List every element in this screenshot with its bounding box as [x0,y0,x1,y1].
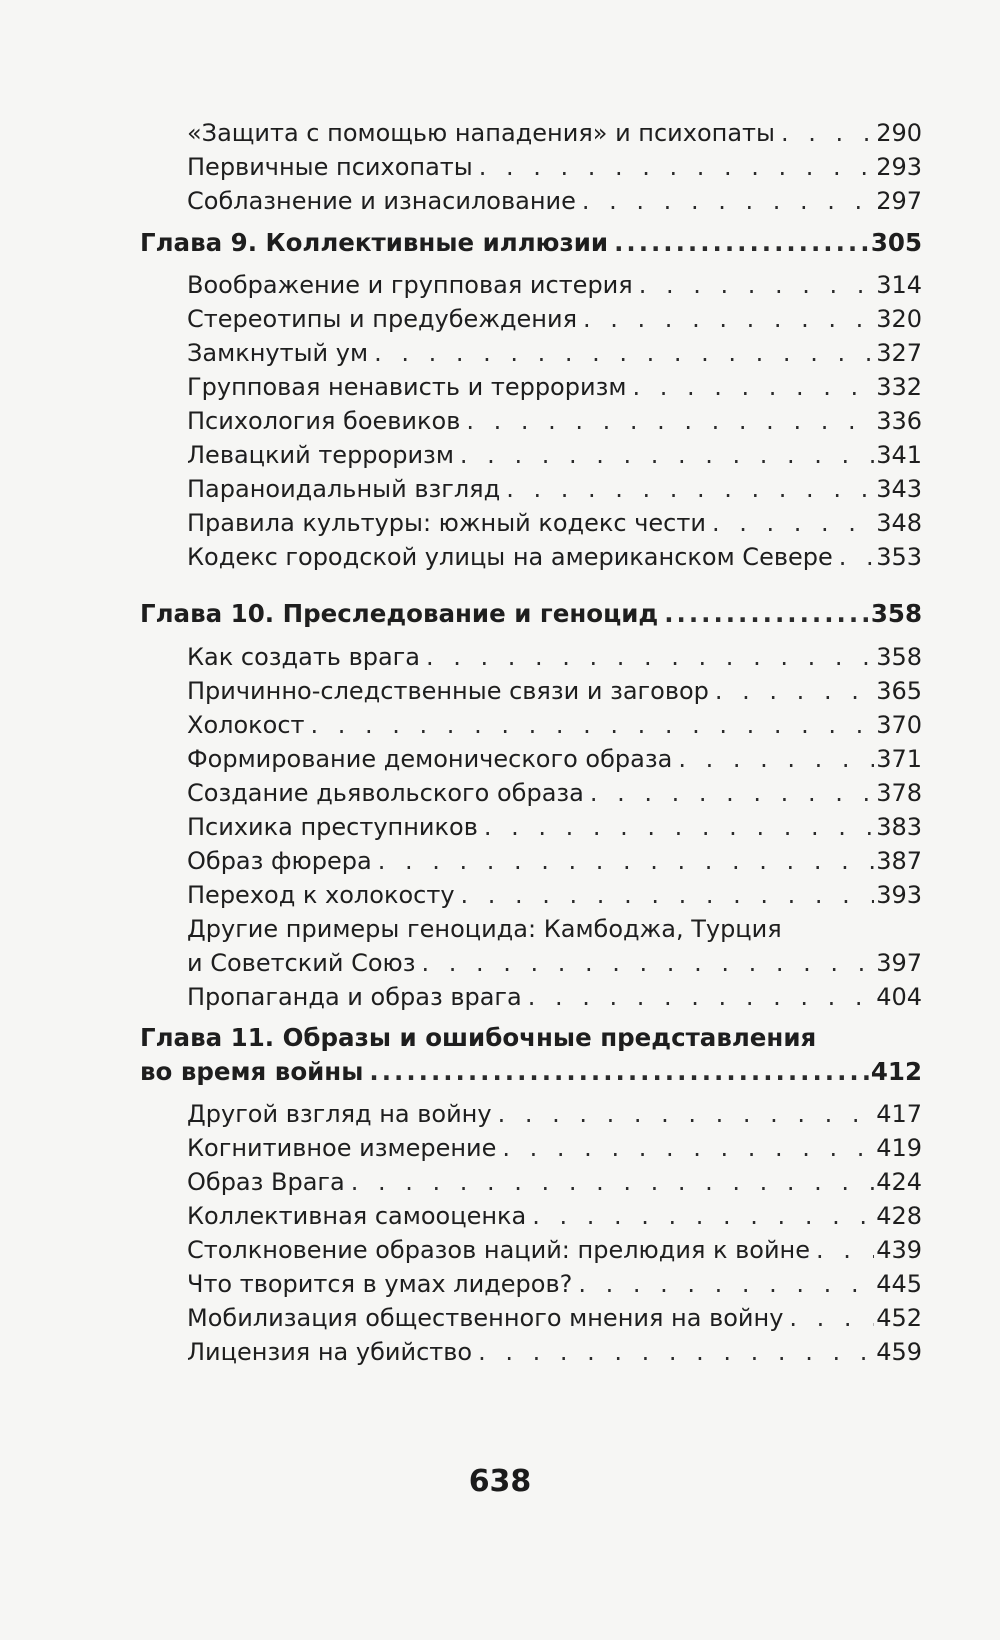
toc-entry-title: Как создать врага [187,643,420,671]
toc-entry-title: Кодекс городской улицы на американском Севере [187,543,833,571]
chapter-title: Глава 10. Преследование и геноцид [140,599,659,628]
dot-leader [461,878,875,912]
toc-entry-title: Создание дьявольского образа [187,779,584,807]
dot-leader [479,150,874,184]
page-number: 638 [468,1464,532,1499]
dot-leader [816,1233,874,1267]
toc-entry-page: 459 [876,1338,922,1366]
dot-leader [374,336,874,370]
toc-entry-title-line2: и Советский Союз [187,949,416,977]
dot-leader [678,742,874,776]
toc-entry-page: 387 [876,847,922,875]
toc-entry [187,776,922,810]
chapter-page: 305 [870,228,922,257]
toc-entry-page: 419 [876,1134,922,1162]
toc-entry-page: 343 [876,475,922,503]
toc-entry-page: 424 [876,1168,922,1196]
toc-entry-title: Стереотипы и предубеждения [187,305,578,333]
toc-entry-page: 445 [876,1270,922,1298]
dot-leader [426,640,874,674]
dot-leader [528,980,874,1014]
toc-entry-page: 378 [876,779,922,807]
toc-entry-title: Переход к холокосту [187,881,455,909]
toc-entry [187,1097,922,1131]
toc-entry-page: 332 [876,373,922,401]
toc-entry-title: Столкновение образов наций: прелюдия к войне [187,1236,811,1264]
dot-leader [614,226,869,260]
dot-leader [664,597,869,631]
toc-entry-page: 371 [876,745,922,773]
toc-entry-page: 348 [876,509,922,537]
dot-leader [583,302,874,336]
toc-entry-page: 353 [876,543,922,571]
toc-entry-page: 327 [876,339,922,367]
toc-entry [187,1165,922,1199]
toc-entry [187,878,922,912]
toc-entry-page: 439 [876,1236,922,1264]
toc-entry-title: Правила культуры: южный кодекс чести [187,509,706,537]
dot-leader [351,1165,874,1199]
dot-leader [502,1131,874,1165]
toc-entry-page: 336 [876,407,922,435]
toc-entry [187,1267,922,1301]
toc-entry-page: 393 [876,881,922,909]
toc-entry-page: 297 [876,187,922,215]
toc-entry-page: 397 [876,949,922,977]
chapter-title-line2: во время войны [140,1057,364,1086]
toc-entry [187,438,922,472]
toc-entry-page: 320 [876,305,922,333]
toc-chapter-9 [140,226,922,260]
toc-entry [187,184,922,218]
toc-entry [187,302,922,336]
toc-entry-title: Когнитивное измерение [187,1134,497,1162]
toc-entry-title: Формирование демонического образа [187,745,673,773]
toc-entry-title: Пропаганда и образ врага [187,983,522,1011]
toc-entry [187,946,922,980]
chapter-title: Глава 9. Коллективные иллюзии [140,228,609,257]
dot-leader [460,438,874,472]
toc-entry-title: Образ фюрера [187,847,372,875]
dot-leader [839,540,874,574]
toc-entry-title: Мобилизация общественного мнения на войну [187,1304,784,1332]
toc-entry-page: 314 [876,271,922,299]
toc-entry [187,742,922,776]
toc-entry-title: Групповая ненависть и терроризм [187,373,627,401]
dot-leader [478,1335,874,1369]
toc-entry [187,1301,922,1335]
dot-leader [632,370,874,404]
dot-leader [498,1097,875,1131]
toc-entry-page: 358 [876,643,922,671]
toc-entry-page: 293 [876,153,922,181]
toc-entry-page: 365 [876,677,922,705]
toc-entry [187,674,922,708]
dot-leader [712,506,874,540]
toc-entry [187,1335,922,1369]
chapter-title-line1: Глава 11. Образы и ошибочные представления [140,1023,817,1052]
toc-entry-title: Левацкий терроризм [187,441,454,469]
toc-entry [187,370,922,404]
toc-entry-title: Лицензия на убийство [187,1338,473,1366]
toc-entry-title-line1: Другие примеры геноцида: Камбоджа, Турция [187,915,782,943]
toc-entry-title: Психика преступников [187,813,478,841]
toc-entry [187,980,922,1014]
toc-entry-title: Первичные психопаты [187,153,473,181]
toc-entry [187,506,922,540]
dot-leader [789,1301,874,1335]
toc-entry-page: 404 [876,983,922,1011]
toc-entry [187,404,922,438]
toc-entry-page: 290 [876,119,922,147]
dot-leader [781,116,874,150]
toc-entry-page: 428 [876,1202,922,1230]
dot-leader [590,776,874,810]
dot-leader [378,844,875,878]
toc-entry-title: Воображение и групповая истерия [187,271,633,299]
toc-entry [187,268,922,302]
chapter-page: 358 [870,599,922,628]
toc-entry-title: Психология боевиков [187,407,461,435]
toc-chapter-10 [140,597,922,631]
toc-entry-page: 341 [876,441,922,469]
toc-entry-title: Параноидальный взгляд [187,475,501,503]
toc-entry-title: Холокост [187,711,305,739]
toc-entry [187,1199,922,1233]
toc-entry-title: «Защита с помощью нападения» и психопаты [187,119,775,147]
toc-entry-page: 370 [876,711,922,739]
toc-entry [187,708,922,742]
toc-entry [187,810,922,844]
toc-entry-page: 417 [876,1100,922,1128]
toc-entry [187,640,922,674]
toc-entry [187,844,922,878]
dot-leader [532,1199,874,1233]
dot-leader [715,674,874,708]
toc-entry-title: Замкнутый ум [187,339,369,367]
toc-entry [187,472,922,506]
dot-leader [582,184,874,218]
toc-entry [187,1131,922,1165]
toc-entry [187,116,922,150]
toc-entry-title: Образ Врага [187,1168,345,1196]
toc-entry-page: 452 [876,1304,922,1332]
toc-entry [187,1233,922,1267]
toc-entry-title: Коллективная самооценка [187,1202,527,1230]
chapter-page: 412 [870,1057,922,1086]
dot-leader [421,946,874,980]
dot-leader [466,404,874,438]
dot-leader [311,708,875,742]
toc-entry [187,150,922,184]
dot-leader [484,810,874,844]
toc-entry [187,336,922,370]
dot-leader [639,268,874,302]
toc-entry-title: Что творится в умах лидеров? [187,1270,573,1298]
toc-entry-title: Причинно-следственные связи и заговор [187,677,709,705]
dot-leader [369,1055,868,1089]
toc-entry [187,540,922,574]
toc-chapter-11 [140,1055,922,1089]
toc-entry-title: Соблазнение и изнасилование [187,187,576,215]
toc-entry-page: 383 [876,813,922,841]
dot-leader [506,472,874,506]
dot-leader [578,1267,874,1301]
toc-entry-title: Другой взгляд на войну [187,1100,492,1128]
